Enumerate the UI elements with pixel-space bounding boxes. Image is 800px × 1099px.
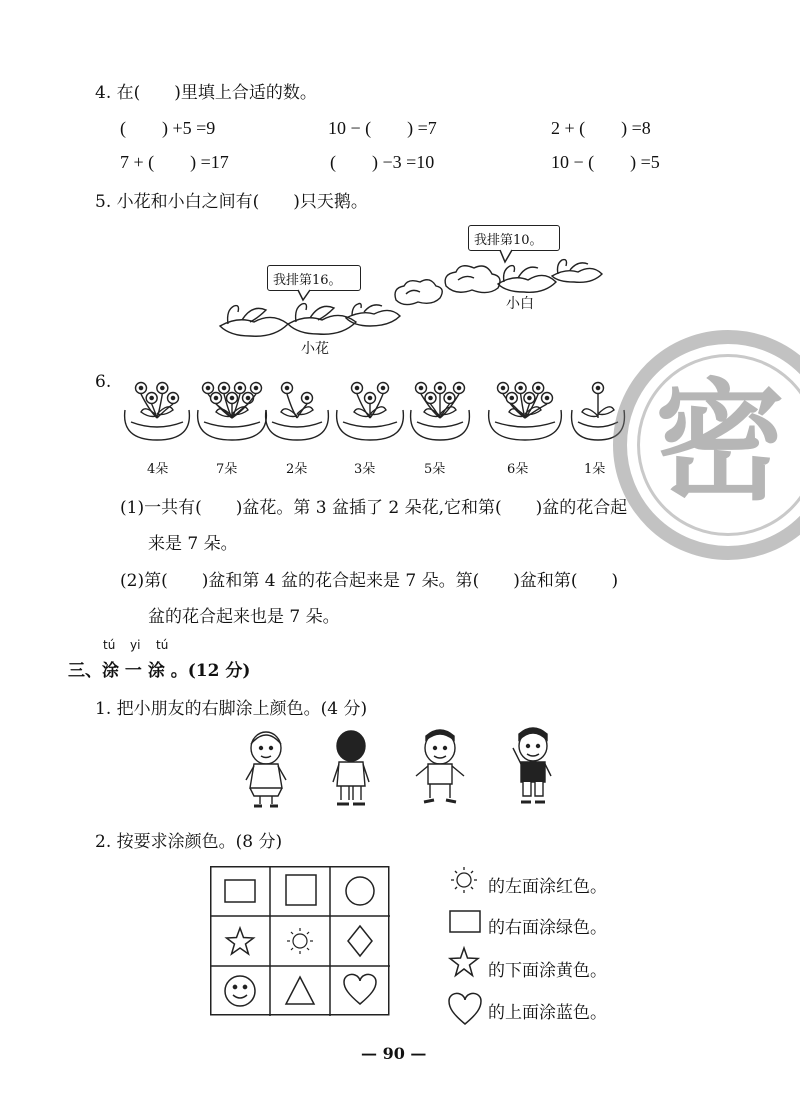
q4-eq-3: 2 + ( ) =8 [551, 118, 651, 138]
q4-eq-2: 10 − ( ) =7 [328, 118, 437, 138]
pinyin-yi: yi [130, 638, 141, 652]
pot-count-1: 4朵 [147, 462, 169, 477]
q4-eq-6: 10 − ( ) =5 [551, 152, 660, 172]
diamond-icon [348, 926, 372, 956]
smiley-face-icon [225, 976, 255, 1006]
section3-title: 三、涂 一 涂 。(12 分) [68, 661, 251, 681]
child-back-view-icon [333, 731, 369, 804]
section3-q1: 1. 把小朋友的右脚涂上颜色。(4 分) [95, 699, 368, 719]
boy-child-icon [513, 728, 551, 802]
instruction-icons [446, 862, 486, 1032]
section3-q2: 2. 按要求涂颜色。(8 分) [95, 832, 283, 852]
circle-icon [346, 877, 374, 905]
star-icon [227, 928, 254, 954]
pot-count-5: 5朵 [424, 462, 446, 477]
q4-eq-4: 7 + ( ) =17 [120, 152, 229, 172]
girl-child-icon [246, 732, 286, 806]
q6-part2-line1: (2)第( )盆和第 4 盆的花合起来是 7 朵。第( )盆和第( ) [120, 571, 619, 591]
heart-icon [449, 993, 481, 1024]
instruction-4: 的上面涂蓝色。 [488, 1003, 607, 1023]
rectangle-icon [225, 880, 255, 902]
label-xiaohua: 小花 [301, 341, 329, 357]
label-xiaobai: 小白 [506, 296, 534, 312]
rectangle-icon [450, 911, 480, 932]
q6-part2-line2: 盆的花合起来也是 7 朵。 [148, 607, 340, 627]
q4-title: 4. 在( )里填上合适的数。 [95, 83, 317, 103]
pot-count-4: 3朵 [354, 462, 376, 477]
stamp-character: 密 [655, 366, 786, 518]
q6-number: 6. [95, 372, 112, 392]
q6-part1-line1: (1)一共有( )盆花。第 3 盆插了 2 朵花,它和第( )盆的花合起 [120, 498, 628, 518]
pot-count-7: 1朵 [584, 462, 606, 477]
pot-count-3: 2朵 [286, 462, 308, 477]
q4-eq-5: ( ) −3 =10 [330, 152, 435, 172]
instruction-1: 的左面涂红色。 [488, 877, 607, 897]
heart-icon [344, 974, 376, 1004]
pot-count-6: 6朵 [507, 462, 529, 477]
q5-title: 5. 小花和小白之间有( )只天鹅。 [95, 192, 368, 212]
sun-icon [451, 867, 477, 893]
pinyin-tu-2: tú [156, 638, 169, 652]
pot-count-2: 7朵 [216, 462, 238, 477]
sun-icon [287, 928, 313, 954]
instruction-2: 的右面涂绿色。 [488, 918, 607, 938]
shape-grid [210, 866, 390, 1016]
triangle-icon [286, 977, 314, 1004]
bubble-right-text: 我排第10。 [474, 233, 543, 248]
boy-child-icon [416, 730, 464, 802]
instruction-3: 的下面涂黄色。 [488, 961, 607, 981]
square-icon [286, 875, 316, 905]
pinyin-tu-1: tú [103, 638, 116, 652]
star-icon [450, 948, 478, 976]
q6-part1-line2: 来是 7 朵。 [148, 534, 238, 554]
q4-eq-1: ( ) +5 =9 [120, 118, 216, 138]
bubble-left-text: 我排第16。 [273, 273, 342, 288]
page-number: — 90 — [361, 1044, 427, 1063]
